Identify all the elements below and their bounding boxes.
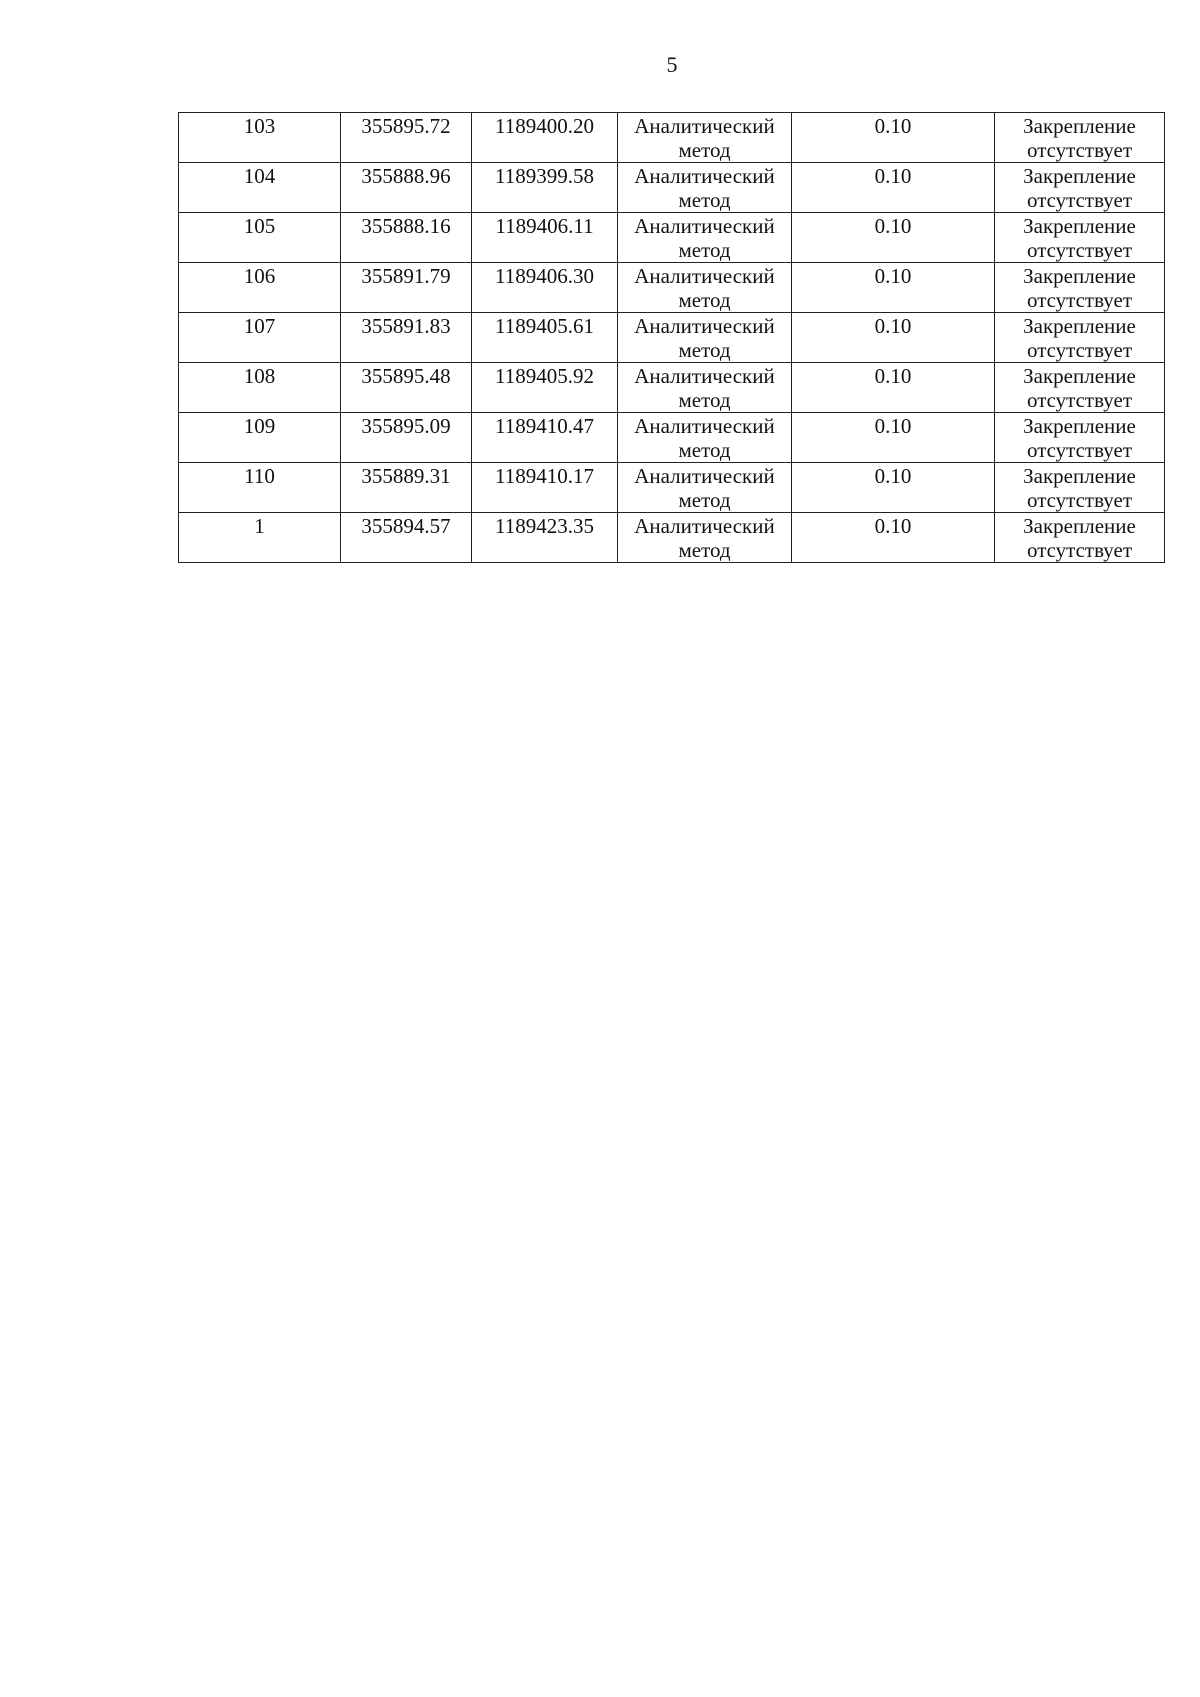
table-row <box>179 313 1165 363</box>
x-coordinate-cell <box>341 313 472 363</box>
method-cell <box>618 113 792 163</box>
table-row <box>179 113 1165 163</box>
fixing-description-cell <box>995 513 1165 563</box>
method-cell <box>618 313 792 363</box>
accuracy-cell <box>792 213 995 263</box>
method-cell-line-1: Аналитический <box>634 414 775 438</box>
fixing-description-cell-line-1: Закрепление <box>1023 114 1136 138</box>
fixing-description-cell <box>995 213 1165 263</box>
point-number-cell <box>179 513 341 563</box>
point-number-cell-line-1: 105 <box>243 214 276 238</box>
method-cell-line-2: метод <box>678 388 731 412</box>
table-row <box>179 263 1165 313</box>
x-coordinate-cell-line-1: 355891.83 <box>361 314 451 338</box>
y-coordinate-cell <box>472 163 618 213</box>
method-cell-line-2: метод <box>678 438 731 462</box>
point-number-cell <box>179 313 341 363</box>
coordinates-table <box>178 112 1165 563</box>
method-cell <box>618 463 792 513</box>
table-row <box>179 363 1165 413</box>
fixing-description-cell-line-1: Закрепление <box>1023 264 1136 288</box>
point-number-cell-line-1: 107 <box>243 314 276 338</box>
point-number-cell <box>179 363 341 413</box>
x-coordinate-cell-line-1: 355895.48 <box>361 364 451 388</box>
fixing-description-cell <box>995 363 1165 413</box>
y-coordinate-cell-line-1: 1189400.20 <box>495 114 594 138</box>
accuracy-cell-line-1: 0.10 <box>874 164 912 188</box>
accuracy-cell <box>792 463 995 513</box>
fixing-description-cell-line-1: Закрепление <box>1023 214 1136 238</box>
accuracy-cell-line-1: 0.10 <box>874 214 912 238</box>
x-coordinate-cell <box>341 363 472 413</box>
accuracy-cell-line-1: 0.10 <box>874 314 912 338</box>
x-coordinate-cell-line-1: 355895.72 <box>361 114 451 138</box>
method-cell <box>618 163 792 213</box>
point-number-cell-line-1: 103 <box>243 114 276 138</box>
fixing-description-cell <box>995 263 1165 313</box>
point-number-cell-line-1: 104 <box>243 164 276 188</box>
accuracy-cell-line-1: 0.10 <box>874 464 912 488</box>
method-cell <box>618 513 792 563</box>
table-row <box>179 513 1165 563</box>
x-coordinate-cell-line-1: 355889.31 <box>361 464 451 488</box>
coordinates-table-body <box>179 113 1165 563</box>
point-number-cell-line-1: 108 <box>243 364 276 388</box>
method-cell-line-1: Аналитический <box>634 164 775 188</box>
y-coordinate-cell <box>472 413 618 463</box>
accuracy-cell <box>792 163 995 213</box>
y-coordinate-cell <box>472 113 618 163</box>
method-cell-line-1: Аналитический <box>634 264 775 288</box>
accuracy-cell <box>792 313 995 363</box>
x-coordinate-cell-line-1: 355888.96 <box>361 164 451 188</box>
fixing-description-cell-line-1: Закрепление <box>1023 314 1136 338</box>
fixing-description-cell-line-2: отсутствует <box>1026 488 1133 512</box>
table-row <box>179 213 1165 263</box>
x-coordinate-cell <box>341 113 472 163</box>
method-cell-line-2: метод <box>678 288 731 312</box>
x-coordinate-cell <box>341 263 472 313</box>
x-coordinate-cell <box>341 213 472 263</box>
y-coordinate-cell-line-1: 1189406.11 <box>495 214 594 238</box>
method-cell-line-2: метод <box>678 188 731 212</box>
point-number-cell-line-1: 106 <box>243 264 276 288</box>
x-coordinate-cell <box>341 163 472 213</box>
y-coordinate-cell <box>472 463 618 513</box>
accuracy-cell <box>792 413 995 463</box>
accuracy-cell <box>792 363 995 413</box>
method-cell <box>618 413 792 463</box>
table-row <box>179 413 1165 463</box>
point-number-cell-line-1: 110 <box>244 464 275 488</box>
fixing-description-cell-line-2: отсутствует <box>1026 238 1133 262</box>
fixing-description-cell-line-1: Закрепление <box>1023 364 1136 388</box>
point-number-cell <box>179 463 341 513</box>
fixing-description-cell-line-1: Закрепление <box>1023 164 1136 188</box>
accuracy-cell <box>792 263 995 313</box>
method-cell-line-1: Аналитический <box>634 114 775 138</box>
method-cell-line-1: Аналитический <box>634 464 775 488</box>
method-cell-line-2: метод <box>678 338 731 362</box>
y-coordinate-cell-line-1: 1189405.61 <box>495 314 594 338</box>
fixing-description-cell-line-1: Закрепление <box>1023 514 1136 538</box>
fixing-description-cell-line-2: отсутствует <box>1026 438 1133 462</box>
fixing-description-cell-line-2: отсутствует <box>1026 338 1133 362</box>
page-number: 5 <box>666 52 678 77</box>
fixing-description-cell <box>995 163 1165 213</box>
x-coordinate-cell <box>341 413 472 463</box>
accuracy-cell <box>792 513 995 563</box>
accuracy-cell-line-1: 0.10 <box>874 514 912 538</box>
point-number-cell-line-1: 109 <box>243 414 276 438</box>
accuracy-cell-line-1: 0.10 <box>874 364 912 388</box>
table-row <box>179 163 1165 213</box>
accuracy-cell-line-1: 0.10 <box>874 264 912 288</box>
method-cell-line-1: Аналитический <box>634 514 775 538</box>
fixing-description-cell-line-2: отсутствует <box>1026 188 1133 212</box>
fixing-description-cell-line-1: Закрепление <box>1023 414 1136 438</box>
y-coordinate-cell-line-1: 1189423.35 <box>495 514 594 538</box>
y-coordinate-cell <box>472 313 618 363</box>
point-number-cell <box>179 413 341 463</box>
method-cell-line-2: метод <box>678 538 731 562</box>
y-coordinate-cell <box>472 263 618 313</box>
accuracy-cell-line-1: 0.10 <box>874 114 912 138</box>
y-coordinate-cell-line-1: 1189399.58 <box>495 164 594 188</box>
y-coordinate-cell <box>472 213 618 263</box>
method-cell-line-2: метод <box>678 238 731 262</box>
fixing-description-cell <box>995 313 1165 363</box>
fixing-description-cell-line-2: отсутствует <box>1026 138 1133 162</box>
method-cell-line-1: Аналитический <box>634 364 775 388</box>
x-coordinate-cell <box>341 463 472 513</box>
table-row <box>179 463 1165 513</box>
x-coordinate-cell <box>341 513 472 563</box>
accuracy-cell <box>792 113 995 163</box>
y-coordinate-cell-line-1: 1189410.47 <box>495 414 594 438</box>
method-cell <box>618 363 792 413</box>
fixing-description-cell-line-2: отсутствует <box>1026 388 1133 412</box>
point-number-cell <box>179 113 341 163</box>
x-coordinate-cell-line-1: 355888.16 <box>361 214 451 238</box>
fixing-description-cell-line-1: Закрепление <box>1023 464 1136 488</box>
point-number-cell <box>179 263 341 313</box>
x-coordinate-cell-line-1: 355894.57 <box>361 514 451 538</box>
point-number-cell-line-1: 1 <box>254 514 265 538</box>
method-cell-line-1: Аналитический <box>634 214 775 238</box>
fixing-description-cell <box>995 413 1165 463</box>
fixing-description-cell-line-2: отсутствует <box>1026 288 1133 312</box>
method-cell <box>618 263 792 313</box>
method-cell-line-1: Аналитический <box>634 314 775 338</box>
y-coordinate-cell-line-1: 1189410.17 <box>495 464 594 488</box>
point-number-cell <box>179 163 341 213</box>
fixing-description-cell <box>995 113 1165 163</box>
point-number-cell <box>179 213 341 263</box>
y-coordinate-cell <box>472 513 618 563</box>
x-coordinate-cell-line-1: 355895.09 <box>361 414 451 438</box>
fixing-description-cell <box>995 463 1165 513</box>
y-coordinate-cell-line-1: 1189405.92 <box>495 364 594 388</box>
y-coordinate-cell-line-1: 1189406.30 <box>495 264 594 288</box>
method-cell-line-2: метод <box>678 138 731 162</box>
x-coordinate-cell-line-1: 355891.79 <box>361 264 451 288</box>
fixing-description-cell-line-2: отсутствует <box>1026 538 1133 562</box>
y-coordinate-cell <box>472 363 618 413</box>
method-cell <box>618 213 792 263</box>
method-cell-line-2: метод <box>678 488 731 512</box>
accuracy-cell-line-1: 0.10 <box>874 414 912 438</box>
